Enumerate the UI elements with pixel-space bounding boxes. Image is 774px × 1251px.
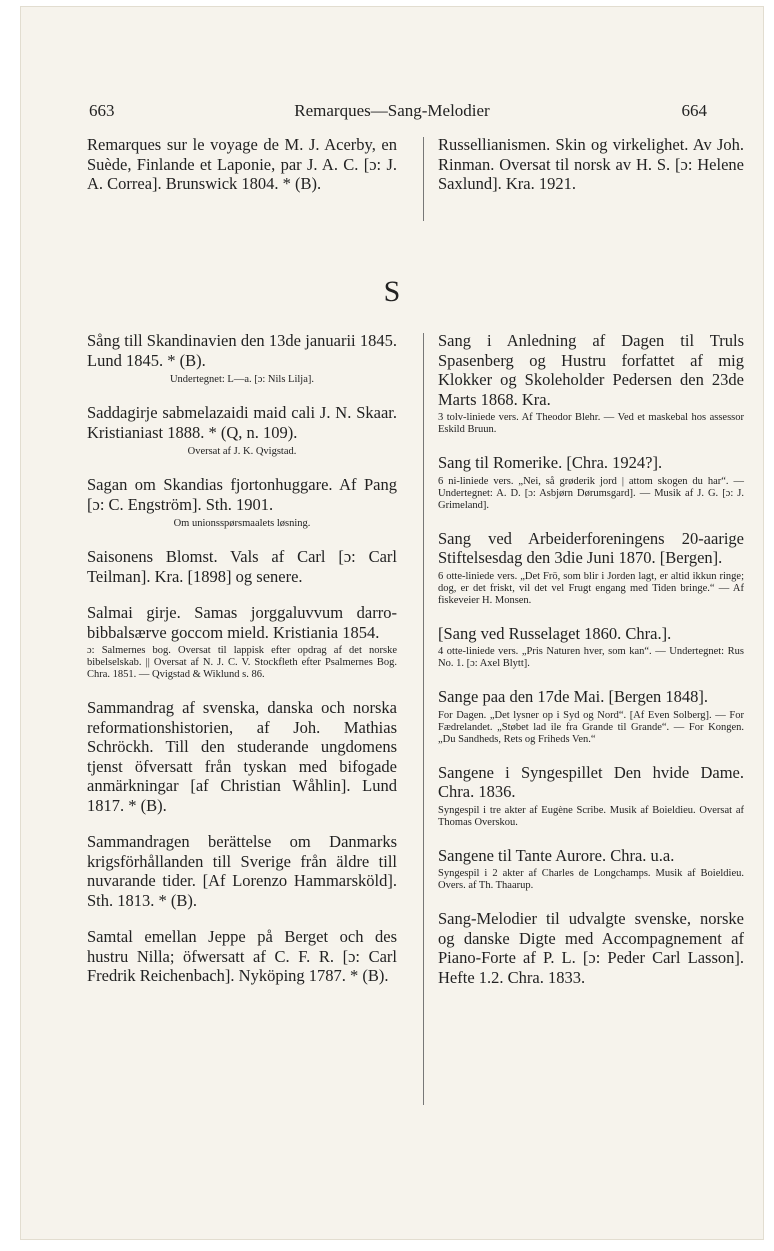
entry-main: Sang i Anledning af Dagen til Truls Spasenberg og Hustru forfattet af mig Klokker og Skoleholder Pedersen den 23de Marts 1868. Kra. [438, 331, 744, 409]
page-header [21, 101, 763, 125]
top-right-entry [438, 135, 744, 194]
bibliography-entry [87, 475, 397, 530]
entry-main: Sang ved Arbeiderforeningens 20-aarige Stiftelsesdag den 3die Juni 1870. [Bergen]. [438, 528, 744, 567]
entry-note: Oversat af J. K. Qvigstad. [187, 446, 297, 457]
bibliography-entry [87, 698, 397, 815]
entry-main: Sang til Romerike. [Chra. 1924?]. [438, 453, 663, 472]
bibliography-entry [87, 331, 397, 386]
entry-note: Om unionsspørsmaalets løsning. [173, 518, 311, 529]
bibliography-entry [87, 603, 397, 681]
bibliography-entry [87, 547, 397, 586]
entry-main: Remarques sur le voyage de M. J. Acerby, en Suède, Finlande et Laponie, par J. A. C. [ɔ: J. A. Correa]. Brunswick 1804. * (B). [87, 135, 397, 193]
bibliography-entry [87, 403, 397, 458]
bibliography-entry [438, 624, 744, 671]
entry-main: [Sang ved Russelaget 1860. Chra.]. [438, 623, 672, 643]
entry-note: 3 tolv-liniede vers. Af Theodor Blehr. — Ved et maskebal hos assessor Eskild Bruun. [438, 412, 744, 435]
entry-main: Saisonens Blomst. Vals af Carl [ɔ: Carl Teilman]. Kra. [1898] og senere. [87, 547, 397, 586]
entry-note: ɔ: Salmernes bog. Oversat til lappisk efter opdrag af det norske bibelselskab. || Oversat af N. J. C. V. Stockfleth efter Psalmernes Bog. Chra. 1851. — Qvigstad & Wiklund s. 86. [87, 645, 397, 680]
bibliography-entry [87, 927, 397, 986]
entry-main: Sagan om Skandias fjortonhuggare. Af Pang [ɔ: C. Engström]. Sth. 1901. [87, 475, 397, 514]
entry-main: Salmai girje. Samas jorggaluvvum darro-bibbalsærve goccom mield. Kristiania 1854. [87, 603, 397, 642]
bibliography-entry [438, 687, 744, 746]
bibliography-entry [438, 331, 744, 436]
page-number-left: 663 [89, 101, 115, 120]
entry-note: For Dagen. „Det lysner op i Syd og Nord“. [Af Even Solberg]. — For Fædrelandet. „Støbet lad ile fra Grande til Grande“. — For Kongen. „Du Sandheds, Rets og Friheds Ven.“ [438, 709, 744, 745]
entry-main: Sange paa den 17de Mai. [Bergen 1848]. [438, 687, 709, 706]
entry-note: 6 otte-liniede vers. „Det Frö, som blir i Jorden lagt, er altid ikkun ringe; dog, er det friskt, vil det vel Frugt engang med Tiden bringe.“ — Af fiskeveier H. Monsen. [438, 570, 744, 606]
bibliography-entry [87, 832, 397, 910]
bibliography-entry [438, 909, 744, 987]
page-number-right: 664 [681, 101, 707, 120]
top-left-entry [87, 135, 397, 194]
page [20, 6, 764, 1240]
running-title: Remarques—Sang-Melodier [294, 101, 490, 120]
bibliography-entry [438, 846, 744, 893]
entry-main: Russellianismen. Skin og virkelighet. Av Joh. Rinman. Oversat til norsk av H. S. [ɔ: Helene Saxlund]. Kra. 1921. [438, 135, 744, 193]
entry-note: 6 ni-liniede vers. „Nei, så grøderik jord | attom skogen du har“. — Undertegnet: A. D. [ɔ: Asbjørn Dørumsgard]. — Musik af J. G. [ɔ: J. Grimeland]. [438, 475, 744, 511]
bibliography-entry [438, 529, 744, 607]
bibliography-entry [438, 763, 744, 829]
entry-main: Sangene til Tante Aurore. Chra. u.a. [438, 845, 675, 865]
section-letter: S [383, 275, 401, 308]
entry-note: Syngespil i tre akter af Eugène Scribe. Musik af Boieldieu. Oversat af Thomas Overskou. [438, 804, 744, 828]
entry-main: Sangene i Syngespillet Den hvide Dame. Chra. 1836. [438, 762, 744, 801]
bibliography-entry [438, 453, 744, 512]
right-column [438, 331, 744, 1004]
column-divider-main [423, 333, 424, 1105]
entry-main: Saddagirje sabmelazaidi maid cali J. N. Skaar. Kristianiast 1888. * (Q, n. 109). [87, 403, 397, 442]
entry-main: Sång till Skandinavien den 13de januarii 1845. Lund 1845. * (B). [87, 331, 397, 370]
left-column [87, 331, 397, 1003]
column-divider-top [423, 137, 424, 221]
entry-main: Samtal emellan Jeppe på Berget och des hustru Nilla; öfwersatt af C. F. R. [ɔ: Carl Fredrik Reichenbach]. Nyköping 1787. * (B). [87, 927, 397, 985]
entry-note: Undertegnet: L—a. [ɔ: Nils Lilja]. [169, 374, 315, 385]
entry-note: Syngespil i 2 akter af Charles de Longchamps. Musik af Boieldieu. Overs. af Th. Thaarup. [438, 868, 744, 891]
entry-main: Sammandrag af svenska, danska och norska reformationshistorien, af Joh. Mathias Schröckh. Till den studerande ungdomens tjenst öfversatt från tyskan med bifogade anmärkningar [af Christian Wåhlin]. Lund 1817. * (B). [87, 698, 397, 815]
entry-note: 4 otte-liniede vers. „Pris Naturen hver, som kan“. — Undertegnet: Rus No. 1. [ɔ: Axel Blytt]. [438, 646, 744, 669]
entry-main: Sang-Melodier til udvalgte svenske, norske og danske Digte med Accompagnement af Piano-Forte af P. L. [ɔ: Peder Carl Lasson]. Hefte 1.2. Chra. 1833. [438, 909, 744, 987]
entry-main: Sammandragen berättelse om Danmarks krigsförhållanden till Sverige från äldre till nuvarande tider. [Af Lorenzo Hammarsköld]. Sth. 1813. * (B). [87, 832, 397, 910]
